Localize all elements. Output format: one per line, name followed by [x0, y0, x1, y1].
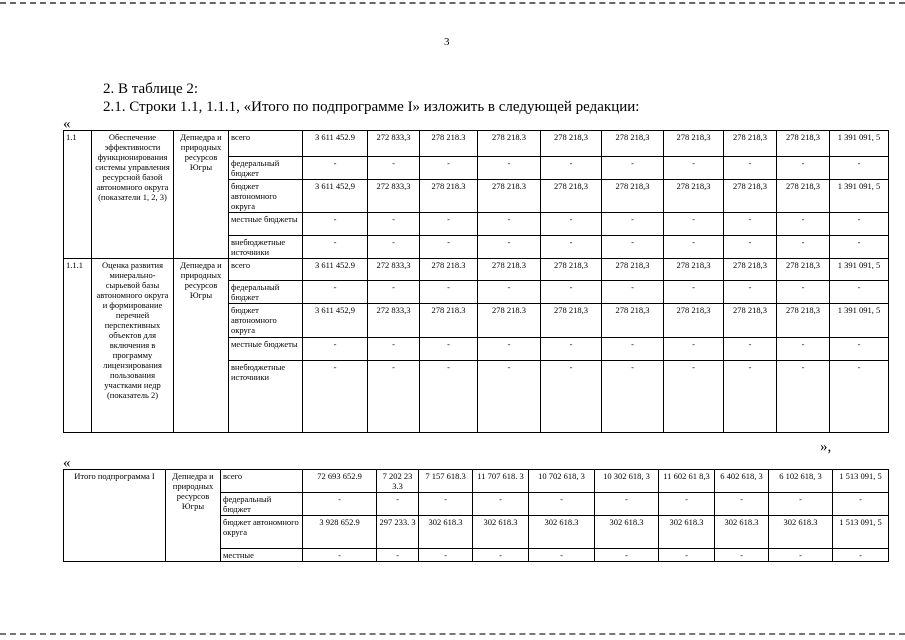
value-cell: - [830, 236, 889, 259]
value-cell: 7 157 618.3 [419, 470, 473, 493]
value-cell: 278 218,3 [664, 180, 724, 213]
value-cell: - [715, 493, 769, 516]
activity-name-cell: Оценка развития минерально-сырьевой базы автономного округа и формирование перечней перспективных объектов для включения в программу лицензирования пользования участками недр (показатель 2) [92, 259, 174, 433]
value-cell: - [303, 338, 368, 361]
value-cell: - [473, 493, 529, 516]
value-cell: 297 233. 3 [377, 516, 419, 549]
value-cell: - [777, 157, 830, 180]
funding-source-cell: федеральный бюджет [221, 493, 303, 516]
value-cell: - [602, 236, 664, 259]
value-cell: - [664, 361, 724, 433]
value-cell: 278 218,3 [777, 180, 830, 213]
funding-source-cell: бюджет автономного округа [221, 516, 303, 549]
value-cell: 278 218,3 [602, 259, 664, 281]
value-cell: - [777, 361, 830, 433]
value-cell: 278 218,3 [664, 304, 724, 338]
table-row [64, 131, 889, 157]
value-cell: - [478, 236, 541, 259]
value-cell: 302 618.3 [715, 516, 769, 549]
value-cell: - [724, 236, 777, 259]
value-cell: 278 218,3 [724, 259, 777, 281]
value-cell: - [833, 493, 889, 516]
value-cell: 278 218,3 [602, 180, 664, 213]
value-cell: - [419, 549, 473, 562]
value-cell: 278 218.3 [478, 131, 541, 157]
value-cell: 72 693 652.9 [303, 470, 377, 493]
value-cell: - [478, 338, 541, 361]
value-cell: 278 218,3 [777, 259, 830, 281]
value-cell: - [368, 157, 420, 180]
value-cell: 272 833,3 [368, 180, 420, 213]
value-cell: 278 218,3 [724, 131, 777, 157]
value-cell: 302 618.3 [769, 516, 833, 549]
value-cell: - [478, 361, 541, 433]
program-table-total [63, 469, 889, 562]
value-cell: - [541, 361, 602, 433]
value-cell: 278 218.3 [420, 259, 478, 281]
value-cell: 3 611 452.9 [303, 131, 368, 157]
value-cell: 6 102 618, 3 [769, 470, 833, 493]
value-cell: - [830, 281, 889, 304]
executor-cell: Депнедра и природных ресурсов Югры [174, 131, 229, 259]
funding-source-cell: местные бюджеты [229, 338, 303, 361]
value-cell: - [478, 157, 541, 180]
program-table-rows-1-1 [63, 130, 889, 433]
value-cell: - [724, 281, 777, 304]
value-cell: - [833, 549, 889, 562]
value-cell: 1 391 091, 5 [830, 131, 889, 157]
value-cell: - [529, 549, 595, 562]
value-cell: - [659, 549, 715, 562]
value-cell: 11 707 618. 3 [473, 470, 529, 493]
value-cell: - [303, 361, 368, 433]
value-cell: - [420, 236, 478, 259]
value-cell: 3 611 452,9 [303, 304, 368, 338]
value-cell: - [419, 493, 473, 516]
value-cell: 10 302 618, 3 [595, 470, 659, 493]
executor-cell: Депнедра и природных ресурсов Югры [174, 259, 229, 433]
scan-top-edge [0, 2, 905, 4]
funding-source-cell: всего [229, 131, 303, 157]
value-cell: - [420, 361, 478, 433]
value-cell: - [830, 157, 889, 180]
funding-source-cell: внебюджетные источники [229, 236, 303, 259]
value-cell: - [724, 338, 777, 361]
funding-source-cell: всего [229, 259, 303, 281]
value-cell: 278 218,3 [541, 131, 602, 157]
value-cell: 1 513 091, 5 [833, 516, 889, 549]
value-cell: 302 618.3 [529, 516, 595, 549]
funding-source-cell: бюджет автономного округа [229, 304, 303, 338]
value-cell: - [830, 361, 889, 433]
value-cell: 1 391 091, 5 [830, 259, 889, 281]
value-cell: - [420, 281, 478, 304]
value-cell: - [541, 213, 602, 236]
value-cell: - [303, 213, 368, 236]
value-cell: - [368, 236, 420, 259]
value-cell: - [303, 281, 368, 304]
value-cell: - [478, 213, 541, 236]
value-cell: 278 218,3 [602, 304, 664, 338]
funding-source-cell: местные [221, 549, 303, 562]
total-label-cell: Итого подпрограмма I [64, 470, 166, 562]
value-cell: - [664, 236, 724, 259]
value-cell: - [368, 338, 420, 361]
value-cell: 3 611 452,9 [303, 180, 368, 213]
funding-source-cell: местные бюджеты [229, 213, 303, 236]
row-number-cell: 1.1.1 [64, 259, 92, 433]
funding-source-cell: внебюджетные источники [229, 361, 303, 433]
value-cell: - [724, 157, 777, 180]
value-cell: 278 218.3 [420, 131, 478, 157]
heading-line-1: 2. В таблице 2: [103, 81, 199, 97]
value-cell: 10 702 618, 3 [529, 470, 595, 493]
value-cell: - [473, 549, 529, 562]
value-cell: 278 218.3 [478, 304, 541, 338]
value-cell: - [303, 493, 377, 516]
value-cell: - [541, 236, 602, 259]
close-quote: », [820, 439, 832, 455]
value-cell: 3 928 652.9 [303, 516, 377, 549]
value-cell: - [602, 338, 664, 361]
funding-source-cell: федеральный бюджет [229, 281, 303, 304]
value-cell: 278 218,3 [724, 304, 777, 338]
open-quote-2: « [63, 455, 71, 471]
value-cell: - [602, 213, 664, 236]
value-cell: - [420, 213, 478, 236]
funding-source-cell: всего [221, 470, 303, 493]
value-cell: 7 202 23 3.3 [377, 470, 419, 493]
table-row [64, 470, 889, 493]
value-cell: - [724, 361, 777, 433]
value-cell: - [659, 493, 715, 516]
value-cell: - [541, 281, 602, 304]
value-cell: - [664, 281, 724, 304]
value-cell: - [602, 361, 664, 433]
value-cell: - [664, 157, 724, 180]
value-cell: - [769, 493, 833, 516]
value-cell: - [303, 549, 377, 562]
table-row [64, 259, 889, 281]
value-cell: - [420, 157, 478, 180]
value-cell: 302 618.3 [659, 516, 715, 549]
value-cell: - [602, 281, 664, 304]
value-cell: - [715, 549, 769, 562]
executor-cell: Депнедра и природных ресурсов Югры [166, 470, 221, 562]
value-cell: - [724, 213, 777, 236]
value-cell: 272 833,3 [368, 304, 420, 338]
value-cell: - [368, 281, 420, 304]
heading-line-2: 2.1. Строки 1.1, 1.1.1, «Итого по подпрограмме I» изложить в следующей редакции: [103, 99, 640, 115]
value-cell: - [777, 236, 830, 259]
value-cell: 1 391 091, 5 [830, 180, 889, 213]
value-cell: 278 218,3 [777, 131, 830, 157]
value-cell: 278 218.3 [478, 259, 541, 281]
value-cell: - [541, 157, 602, 180]
value-cell: 302 618.3 [595, 516, 659, 549]
value-cell: - [368, 361, 420, 433]
value-cell: 1 391 091, 5 [830, 304, 889, 338]
value-cell: - [830, 213, 889, 236]
funding-source-cell: бюджет автономного округа [229, 180, 303, 213]
value-cell: - [769, 549, 833, 562]
value-cell: 278 218,3 [541, 180, 602, 213]
scan-bottom-edge [0, 633, 905, 635]
value-cell: 278 218,3 [724, 180, 777, 213]
value-cell: 1 513 091, 5 [833, 470, 889, 493]
value-cell: - [303, 157, 368, 180]
value-cell: - [830, 338, 889, 361]
value-cell: - [377, 549, 419, 562]
value-cell: - [529, 493, 595, 516]
value-cell: 278 218.3 [420, 180, 478, 213]
value-cell: 278 218,3 [664, 259, 724, 281]
value-cell: 278 218.3 [420, 304, 478, 338]
value-cell: 302 618.3 [419, 516, 473, 549]
value-cell: 278 218,3 [777, 304, 830, 338]
value-cell: - [478, 281, 541, 304]
value-cell: - [602, 157, 664, 180]
page-number: 3 [444, 36, 450, 48]
value-cell: 3 611 452.9 [303, 259, 368, 281]
value-cell: - [777, 281, 830, 304]
value-cell: 272 833,3 [368, 259, 420, 281]
value-cell: 11 602 61 8,3 [659, 470, 715, 493]
value-cell: - [541, 338, 602, 361]
activity-name-cell: Обеспечение эффективности функционирования системы управления ресурсной базой автономного округа (показатели 1, 2, 3) [92, 131, 174, 259]
value-cell: - [420, 338, 478, 361]
value-cell: 278 218.3 [478, 180, 541, 213]
value-cell: - [664, 338, 724, 361]
value-cell: - [664, 213, 724, 236]
value-cell: 278 218,3 [541, 304, 602, 338]
funding-source-cell: федеральный бюджет [229, 157, 303, 180]
row-number-cell: 1.1 [64, 131, 92, 259]
value-cell: - [777, 213, 830, 236]
value-cell: 278 218,3 [664, 131, 724, 157]
value-cell: 278 218,3 [602, 131, 664, 157]
value-cell: 278 218,3 [541, 259, 602, 281]
value-cell: - [303, 236, 368, 259]
value-cell: - [777, 338, 830, 361]
value-cell: 272 833,3 [368, 131, 420, 157]
open-quote-1: « [63, 116, 71, 132]
value-cell: 302 618.3 [473, 516, 529, 549]
value-cell: - [368, 213, 420, 236]
value-cell: - [595, 493, 659, 516]
value-cell: - [377, 493, 419, 516]
value-cell: - [595, 549, 659, 562]
value-cell: 6 402 618, 3 [715, 470, 769, 493]
